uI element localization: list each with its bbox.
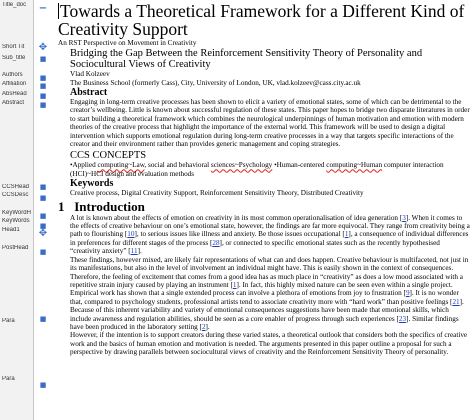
style-name-label[interactable]: Abstract [2,100,25,106]
keywords-heading[interactable]: Keywords [70,178,114,190]
bullet-icon: ■ [39,55,47,63]
document-body[interactable] [58,2,470,418]
intro-paragraph-3[interactable]: However, if the intention is to support creators during these varied states, a theoretical outlook that considers both the specifics of creative work and the basics of human emotion and motivation is needed. The arguments presented in this paper outline a proposal for such a perspective by drawing parallels between sociocultural views of creativity and the Reinforcement Sensitivity Theory of personality. [70,331,468,357]
style-name-label[interactable]: Short Tit [2,44,25,50]
intro-heading[interactable]: 1 Introduction [58,198,145,214]
expand-heading-icon[interactable]: ✥ [38,228,48,239]
bullet-icon: ■ [39,315,47,323]
citation-link[interactable]: 21 [452,297,460,306]
citation-link[interactable]: 3 [402,213,406,222]
bullet-icon: ■ [39,248,47,256]
style-name-label[interactable]: Para [2,376,15,382]
bullet-icon: ■ [39,194,47,202]
document-title[interactable]: Towards a Theoretical Framework for a Different Kind of Creativity Support [58,2,465,39]
bullet-icon: ■ [39,101,47,109]
citation-link[interactable]: 2 [201,322,206,331]
style-name-label[interactable]: Sub_title [2,55,26,61]
style-name-pane [0,0,34,420]
style-name-label[interactable]: KeyWords [2,218,30,224]
bullet-icon: ■ [39,381,47,389]
expand-subtitle-icon[interactable]: ✥ [38,42,48,53]
text-cursor [58,3,59,19]
bullet-icon: ■ [39,212,47,220]
ccs-link[interactable]: sciences~Psychology [210,161,273,170]
citation-link[interactable]: 10 [127,230,135,239]
collapse-title-icon[interactable]: − [38,3,48,14]
abstract-heading[interactable]: Abstract [70,87,108,98]
citation-link[interactable]: 1 [232,280,237,289]
keywords-text[interactable]: Creative process, Digital Creativity Support, Reinforcement Sensitivity Theory, Distributed Creativity [70,189,364,198]
style-name-label[interactable]: Para [2,318,15,324]
citation-link[interactable]: 11 [130,247,138,256]
outline-gutter [34,0,56,420]
bullet-icon: ■ [39,82,47,90]
bullet-icon: ■ [39,222,47,230]
ccs-link[interactable]: computing~Human [326,161,383,170]
author-affiliation[interactable]: The Business School (formerly Cass), City, University of London, UK, vlad.kolzeev@cass.city.ac.uk [70,78,361,87]
style-name-label[interactable]: PostHead [2,245,29,251]
citation-link[interactable]: 1 [344,230,349,239]
style-name-label[interactable]: Head1 [2,227,20,233]
intro-paragraph-2[interactable]: These findings, however mixed, are likely fair representations of what can and does happen. Creative behaviour is multifaceted, not just in its manifestations, but also in the level of involvement an individual might have. This is easily shown in the context of consequences. Therefore, the feeling of excitement that comes from a good idea has as much place in “creativity” as does a low mood associated with a repetitive strain injury caused by playing an instrument [1]. In fact, this highly mixed nature can be seen even within a single project. Empirical work has shown that a single extended process can involve a plethora of emotions from joy to frustration [9]. It is no wonder that, compared to psychology students, professional artists tend to associate creativity more with “hard work” than positive feelings [21]. Because of this inherent variability and variety of emotional consequences suggestions have been made that emotional skills, which include awareness and regulation abilities, should be seen as a core enabler of progress through such experiences [23]. Similar findings have been produced in the laboratory setting [2]. [70,255,469,331]
ccs-link[interactable]: computing~Law [97,161,145,170]
citation-link[interactable]: 28 [212,238,220,247]
author-name[interactable]: Vlad Kolzeev [70,70,110,78]
style-name-label[interactable]: KeyWordH [2,210,31,216]
bullet-icon: ■ [39,92,47,100]
bridging-title[interactable]: Bridging the Gap Between the Reinforcement Sensitivity Theory of Personality and Sociocultural Views of Creativity [70,48,423,70]
intro-paragraph-1[interactable]: A lot is known about the effects of emotion on creativity in its most common operationalisation of idea generation [3]. When it comes to the effects of creative behaviour on one’s emotional state, however, the findings are far more equivocal. They range from creativity being a path to flourishing [10], to serious issues like illness and anxiety. Be those issues occupational [1], a consequence of individual differences in preferences for different stages of the process [28], or connected to specific emotional states such as the recently hypothesised “creativity anxiety” [11]. [70,213,470,256]
bullet-icon: ■ [39,183,47,191]
citation-link[interactable]: 9 [405,289,410,298]
style-name-label[interactable]: Authors [2,72,23,78]
document-subtitle[interactable]: An RST Perspective on Movement in Creativity [58,39,197,47]
abstract-paragraph[interactable]: Engaging in long-term creative processes has been shown to elicit a variety of emotional states, some of which can be detrimental to the creator’s wellbeing. Little is known about successful regulation of these states. This paper hopes to bridge two disparate literatures in order to start building a theoretical framework which combines the neurological underpinnings of human motivation and emotion with modern theories of the creative process that highlight the importance of the external world. This framework will be used to design a digital intervention which supports emotional regulation during long-term creative processes in a way that targets specific interactions of the creator and their environment rather than provides generic management and coping strategies. [70,98,470,149]
citation-link[interactable]: 23 [398,314,407,323]
bullet-icon: ■ [39,74,47,82]
style-name-label[interactable]: AbsHead [2,91,27,97]
style-name-label[interactable]: CCSDesc [2,192,29,198]
ccs-heading[interactable]: CCS CONCEPTS [70,150,147,162]
style-name-label[interactable]: Affiliation [2,81,27,87]
ccs-concepts[interactable]: •Applied computing~Law, social and behavioral sciences~Psychology •Human-centered computing~Human computer interaction (HCI)~HCI design and evaluation methods [70,161,444,178]
style-name-label[interactable]: CCSHead [2,184,30,190]
style-name-label[interactable]: Title_doc [2,2,27,8]
